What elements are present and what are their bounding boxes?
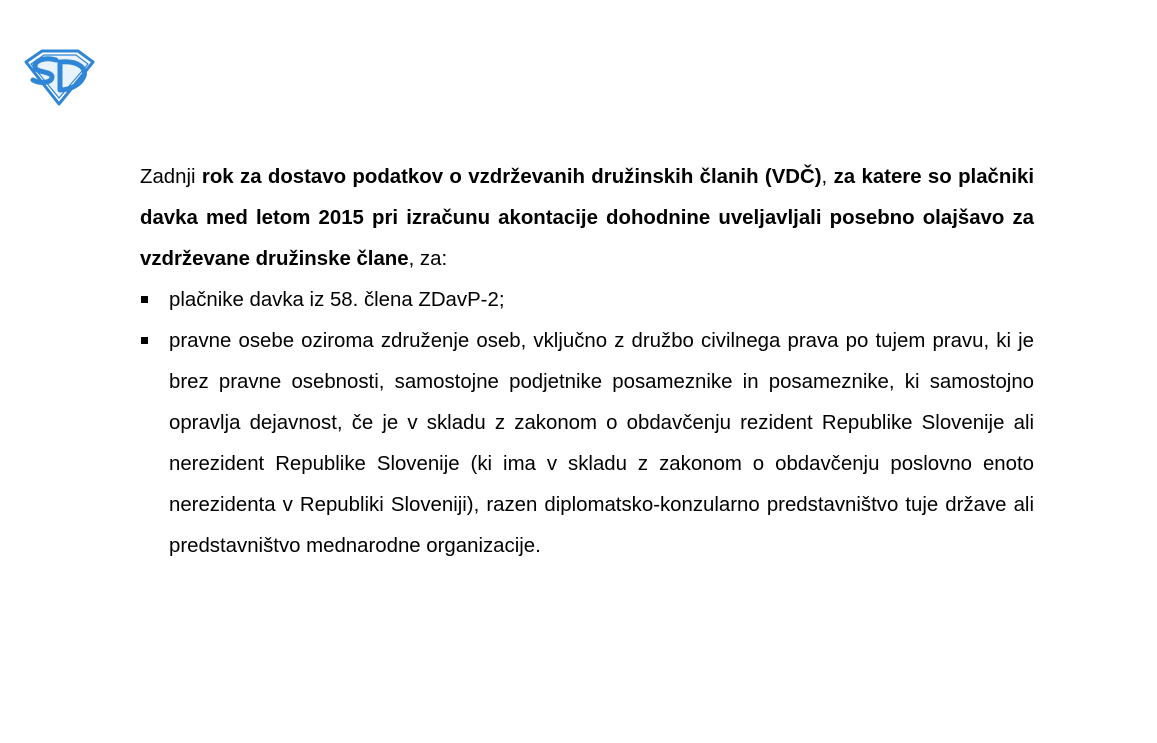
list-item (140, 280, 1034, 321)
document-body (140, 157, 1034, 567)
intro-bold-2: za katere so plačniki davka med letom 2015 pri izračunu akontacije dohodnine uveljavljali posebno olajšavo za vzdrževane družinske člane (140, 166, 1034, 270)
intro-text-3: , za: (408, 248, 448, 270)
intro-bold-1: rok za dostavo podatkov o vzdrževanih družinskih članih (VDČ) (201, 166, 822, 188)
list-item (140, 321, 1034, 567)
intro-text-2: , (821, 166, 834, 188)
company-logo (22, 48, 96, 106)
bullet-list (140, 280, 1034, 567)
list-item-text: plačnike davka iz 58. člena ZDavP-2; (169, 289, 505, 311)
intro-paragraph (140, 157, 1034, 280)
list-item-text: pravne osebe oziroma združenje oseb, vključno z družbo civilnega prava po tujem pravu, ki je brez pravne osebnosti, samostojne podjetnike posameznike in posameznike, ki samostojno opravlja dejavnost, če je v skladu z zakonom o obdavčenju rezident Republike Slovenije ali nerezident Republike Slovenije (ki ima v skladu z zakonom o obdavčenju poslovno enoto nerezidenta v Republiki Sloveniji), razen diplomatsko-konzularno predstavništvo tuje države ali predstavništvo mednarodne organizacije. (169, 330, 1034, 557)
square-bullet-icon (141, 296, 148, 303)
square-bullet-icon (141, 337, 148, 344)
intro-text-1: Zadnji (140, 166, 202, 188)
shield-logo-icon (22, 48, 96, 106)
